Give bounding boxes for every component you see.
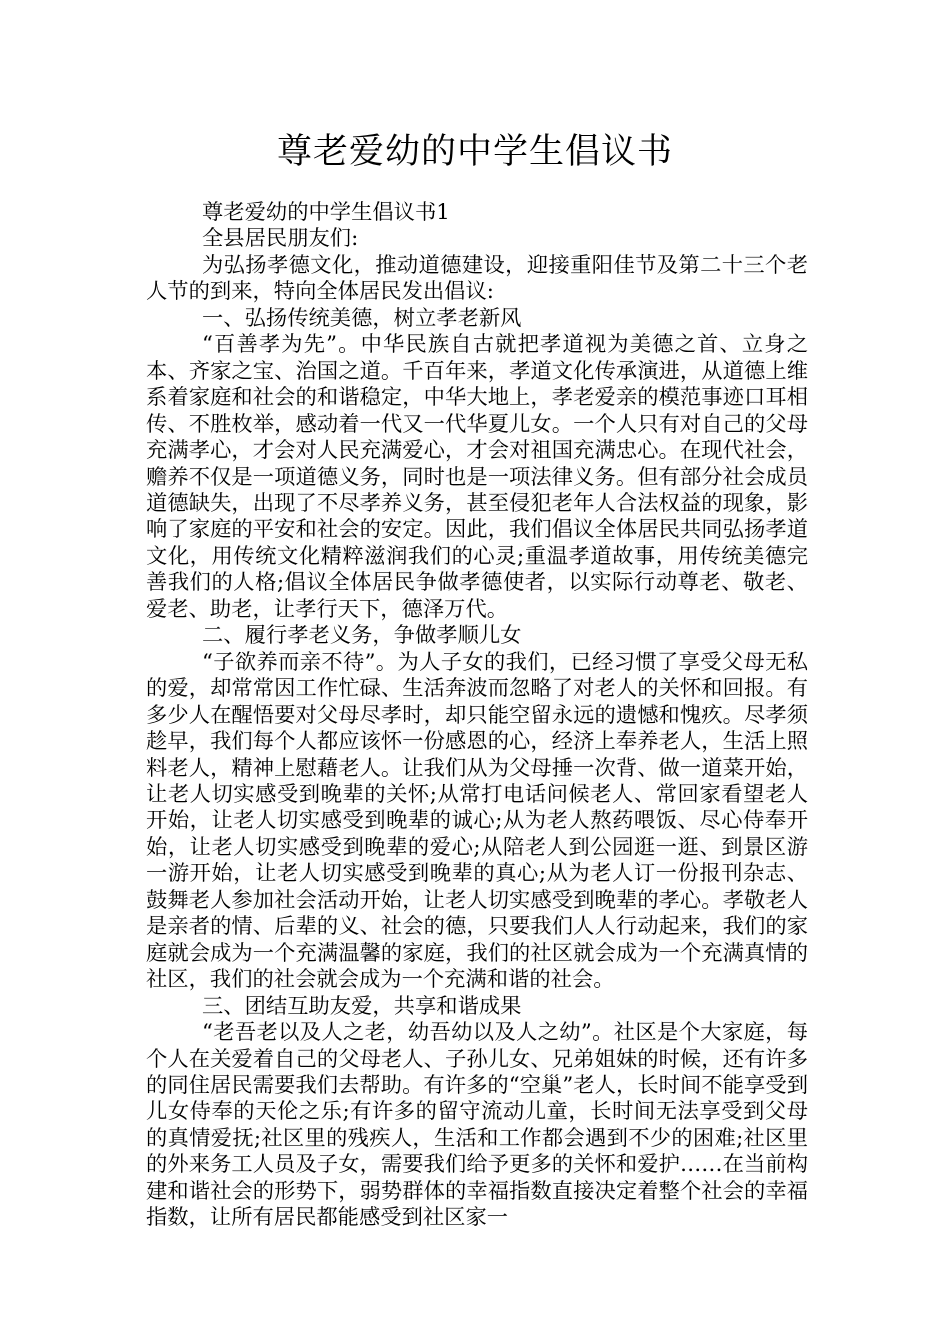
section-paragraph-2: “子欲养而亲不待”。为人子女的我们，已经习惯了享受父母无私的爱，却常常因工作忙碌、生活奔波而忽略了对老人的关怀和回报。有多少人在醒悟要对父母尽孝时，却只能空留永远的遗憾和愧疚。尽孝须趁早，我们每个人都应该怀一份感恩的心，经济上奉养老人，生活上照料老人，精神上慰藉老人。让我们从为父母捶一次背、做一道菜开始，让老人切实感受到晚辈的关怀;从常打电话问候老人、常回家看望老人开始，让老人切实感受到晚辈的诚心;从为老人熬药喂饭、尽心侍奉开始，让老人切实感受到晚辈的爱心;从陪老人到公园逛一逛、到景区游一游开始，让老人切实感受到晚辈的真心;从为老人订一份报刊杂志、鼓舞老人参加社会活动开始，让老人切实感受到晚辈的孝心。孝敬老人是亲者的情、后辈的义、社会的德，只要我们人人行动起来，我们的家庭就会成为一个充满温馨的家庭，我们的社区就会成为一个充满真情的社区，我们的社会就会成为一个充满和谐的社会。 [146,649,808,993]
section-heading-2: 二、履行孝老义务，争做孝顺儿女 [202,623,522,649]
section-heading-1: 一、弘扬传统美德，树立孝老新风 [202,305,522,331]
subtitle-line: 尊老爱幼的中学生倡议书1 [202,200,450,225]
salutation: 全县居民朋友们: [202,226,359,252]
section-paragraph-3: “老吾老以及人之老，幼吾幼以及人之幼”。社区是个大家庭，每个人在关爱着自己的父母老人、子孙儿女、兄弟姐妹的时候，还有许多的同住居民需要我们去帮助。有许多的“空巢”老人，长时间不能享受到儿女侍奉的天伦之乐;有许多的留守流动儿童，长时间无法享受到父母的真情爱抚;社区里的残疾人，生活和工作都会遇到不少的困难;社区里的外来务工人员及子女，需要我们给予更多的关怀和爱护……在当前构建和谐社会的形势下，弱势群体的幸福指数直接决定着整个社会的幸福指数，让所有居民都能感受到社区家一 [146,1020,808,1231]
section-heading-3: 三、团结互助友爱，共享和谐成果 [202,993,522,1019]
section-paragraph-1: “百善孝为先”。中华民族自古就把孝道视为美德之首、立身之本、齐家之宝、治国之道。千百年来，孝道文化传承演进，从道德上维系着家庭和社会的和谐稳定，中华大地上，孝老爱亲的模范事迹口耳相传、不胜枚举，感动着一代又一代华夏儿女。一个人只有对自己的父母充满孝心，才会对人民充满爱心，才会对祖国充满忠心。在现代社会，赡养不仅是一项道德义务，同时也是一项法律义务。但有部分社会成员道德缺失，出现了不尽孝养义务，甚至侵犯老年人合法权益的现象，影响了家庭的平安和社会的安定。因此，我们倡议全体居民共同弘扬孝道文化，用传统文化精粹滋润我们的心灵;重温孝道故事，用传统美德完善我们的人格;倡议全体居民争做孝德使者，以实际行动尊老、敬老、爱老、助老，让孝行天下，德泽万代。 [146,332,808,622]
intro-paragraph: 为弘扬孝德文化，推动道德建设，迎接重阳佳节及第二十三个老人节的到来，特向全体居民发出倡议: [146,252,808,305]
document-title: 尊老爱幼的中学生倡议书 [276,132,673,172]
document-body [146,200,808,1232]
